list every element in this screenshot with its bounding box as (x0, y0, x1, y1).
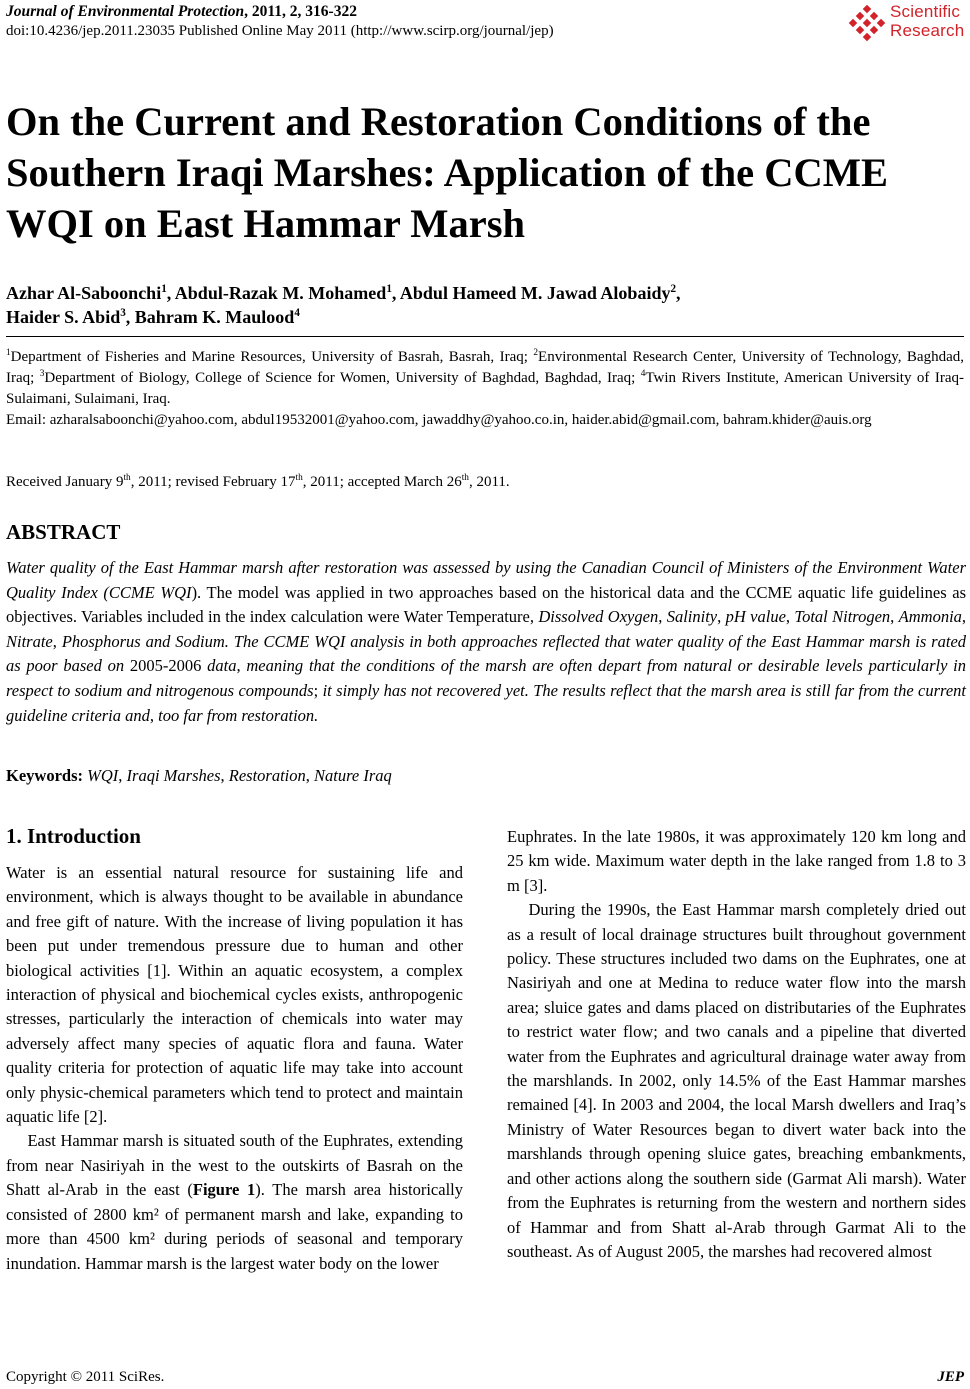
keyword: Restoration (228, 766, 306, 785)
affiliation: Department of Fisheries and Marine Resources, University of Basrah, Basrah, Iraq; (10, 349, 534, 365)
section-heading-introduction: 1. Introduction (6, 824, 141, 848)
abstract-sep: , (717, 607, 726, 627)
keywords-colon: : (77, 766, 88, 785)
paragraph: During the 1990s, the East Hammar marsh completely dried out as a result of local drainage structures built throughout government policy. These structures included two dams on the Euphrates, one at Nasiriyah and one at Medina to reduce water flow into the marsh area; sluice gates and dams placed on distributaries of the Euphrates to restrict water flow; and two canals and a pipeline that diverted water from the Euphrates and agricultural drainage water away from the marshlands. In 2002, only 14.5% of the East Hammar marshes remained [4]. In 2003 and 2004, the local Marsh dwellers and Iraq’s Ministry of Water Resources began to divert water back into the marshlands through opening sluice gates, breaching embankments, and other actions along the southern side (Garmat Ali marsh). Water from the Euphrates is returning from the western and northern sides of Hammar and from Shatt al-Arab through Garmat Ali to the southeast. As of August 2005, the marshes had recovered almost (507, 900, 966, 1261)
accepted-text: , 2011; accepted March 26 (302, 474, 462, 490)
abstract-text: meaning that the conditions of the marsh are often depart from natural or desirable levels particularly in respect to sodium and nitrogenous compounds (6, 656, 966, 700)
abstract-text: and (140, 631, 176, 651)
keyword: Nature Iraq (314, 766, 392, 785)
year-text: , 2011. (468, 474, 510, 490)
paper-title: On the Current and Restoration Conditions of the Southern Iraqi Marshes: Application of the CCME WQI on East Hammar Marsh (6, 99, 889, 246)
affiliations (6, 347, 964, 410)
figure-reference[interactable]: Figure 1 (192, 1180, 256, 1200)
abstract-text: too far from restoration. (158, 705, 319, 725)
affil-mark: 2 (533, 348, 539, 358)
paragraph: Water is an essential natural resource for sustaining life and environment, which is always thought to be available in abundance and free gift of nature. With the increase of living population it has been put under tremendous pressure due to human and other biological activities [1]. Within an aquatic ecosystem, a complex interaction of physical and biochemical cycles exists, anthropogenic stresses, particularly the interaction of chemicals into water may adversely affect many species of aquatic flora and fauna. Water quality criteria for protection of aquatic life may take into account only physic-chemical parameters which tend to protect and maintain aquatic life [2]. (6, 863, 463, 1127)
paragraph (6, 1129, 463, 1275)
ordinal: th (123, 473, 131, 483)
paragraph-text: ). The marsh area historically consisted of 2800 km² of permanent marsh and lake, expanding to more than 4500 km² during periods of seasonal and temporary inundation. Hammar marsh is the largest water body on the lower (6, 1180, 463, 1273)
abstract-text: 2005-2006 (129, 656, 202, 676)
affiliation: Department of Biology, College of Science for Women, University of Baghdad, Baghdad, Iraq; (44, 370, 641, 386)
keywords (6, 766, 392, 786)
author: Abdul Hameed M. Jawad Alobaidy (399, 283, 671, 303)
abstract-text: Salinity (666, 607, 718, 627)
received-text: Received January 9 (6, 474, 124, 490)
logo-line-1: Scientific (890, 2, 961, 21)
paragraph: Euphrates. In the late 1980s, it was approximately 120 km long and 25 km wide. Maximum water depth in the lake ranged from 1.8 to 3 m [3]. (507, 827, 966, 895)
affiliation: Environmental Research Center, University of Technology, Baghdad, Iraq; (6, 349, 964, 386)
keyword-sep: , (305, 766, 314, 785)
abstract-text: Phosphorus (61, 631, 141, 651)
author-affil-mark: 2 (670, 283, 677, 295)
journal-name: Journal of Environmental Protection (6, 3, 245, 20)
author: Abdul-Razak M. Mohamed (174, 283, 387, 303)
copyright-footer: Copyright © 2011 SciRes. (6, 1369, 165, 1385)
abstract-text: ). The model was applied in two approaches based on the historical data and the CCME aquatic life guidelines as objectives. Variables included in the index calculation were Water Temperature (6, 582, 966, 627)
abstract-sep: ; (313, 680, 323, 700)
abstract-sep: , (785, 607, 795, 627)
keyword-sep: , (118, 766, 127, 785)
doi-line: doi:10.4236/jep.2011.23035 Published Online May 2011 (http://www.scirp.org/journal/jep) (6, 23, 554, 39)
affil-mark: 1 (6, 348, 11, 358)
ordinal: th (461, 473, 469, 483)
left-column (6, 861, 463, 1276)
received-dates (6, 474, 510, 491)
abstract-sep: , (890, 607, 899, 627)
abstract-text: pH value (725, 607, 786, 627)
affiliation: Twin Rivers Institute, American University of Iraq-Sulaimani, Sulaimani, Iraq. (6, 370, 964, 407)
abstract-sep: , (236, 656, 247, 676)
author-affil-mark: 1 (386, 283, 392, 295)
abstract-text: it simply has not recovered yet. The results reflect that the marsh area is still far from the current guideline criteria and (6, 680, 966, 725)
author-affil-mark: 1 (161, 283, 167, 295)
ordinal: th (295, 473, 303, 483)
abstract-sep: , (529, 607, 539, 627)
abstract-sep: , (658, 607, 667, 627)
abstract-text: Sodium. The CCME WQI analysis in both approaches reflected that water quality of the East Hammar marsh is rated as poor based on (6, 631, 967, 676)
abstract-text: Water quality of the East Hammar marsh after restoration was assessed by using the Canadian Council of Ministers of the Environment Water Quality Index ( (6, 558, 966, 602)
abstract-body (6, 556, 966, 728)
logo-diamond-icon (848, 5, 888, 45)
author-affil-mark: 3 (120, 307, 126, 319)
journal-abbreviation: JEP (937, 1369, 964, 1385)
logo-line-2: Research (890, 21, 965, 40)
abstract-heading: ABSTRACT (6, 520, 121, 544)
author: Azhar Al-Saboonchi (6, 283, 162, 303)
paragraph-text: East Hammar marsh is situated south of the Euphrates, extending from near Nasiriyah in the west to the outskirts of Basrah on the Shatt al-Arab in the east ( (6, 1131, 463, 1200)
header-divider (6, 336, 964, 337)
author-affil-mark: 4 (294, 307, 300, 319)
abstract-text: Nitrate (6, 631, 53, 651)
logo-wordmark (890, 2, 964, 40)
abstract-text: Dissolved Oxygen (538, 607, 659, 627)
journal-volume: , 2011, 2, 316-322 (244, 3, 357, 20)
keyword-sep: , (220, 766, 229, 785)
affil-mark: 4 (640, 369, 646, 379)
abstract-sep: , (52, 631, 62, 651)
publisher-logo (848, 2, 966, 46)
abstract-sep: , (961, 607, 967, 627)
abstract-text: Ammonia (898, 607, 962, 627)
keyword: WQI (87, 766, 119, 785)
abstract-sep: , (149, 705, 159, 725)
affil-mark: 3 (39, 369, 45, 379)
author: Haider S. Abid (6, 307, 121, 327)
abstract-text: Total Nitrogen (794, 607, 891, 627)
abstract-text: data (201, 656, 237, 676)
author: Bahram K. Maulood (134, 307, 295, 327)
journal-citation (6, 3, 357, 21)
keywords-label: Keywords (6, 766, 78, 785)
revised-text: , 2011; revised February 17 (130, 474, 296, 490)
keyword: Iraqi Marshes (126, 766, 221, 785)
author-emails: Email: azharalsaboonchi@yahoo.com, abdul19532001@yahoo.com, jawaddhy@yahoo.co.in, haider.abid@gmail.com, bahram.khider@auis.org (6, 412, 872, 428)
right-column (507, 825, 966, 1264)
author-list: Azhar Al-Saboonchi$^1$, Abdul-Razak M. Mohamed$^1$, Abdul Hameed M. Jawad Alobaidy$^2$, Haider S. Abid$^3$, Bahram K. Maulood$^4$ (6, 283, 681, 327)
abstract-text: CCME WQI (108, 582, 192, 602)
